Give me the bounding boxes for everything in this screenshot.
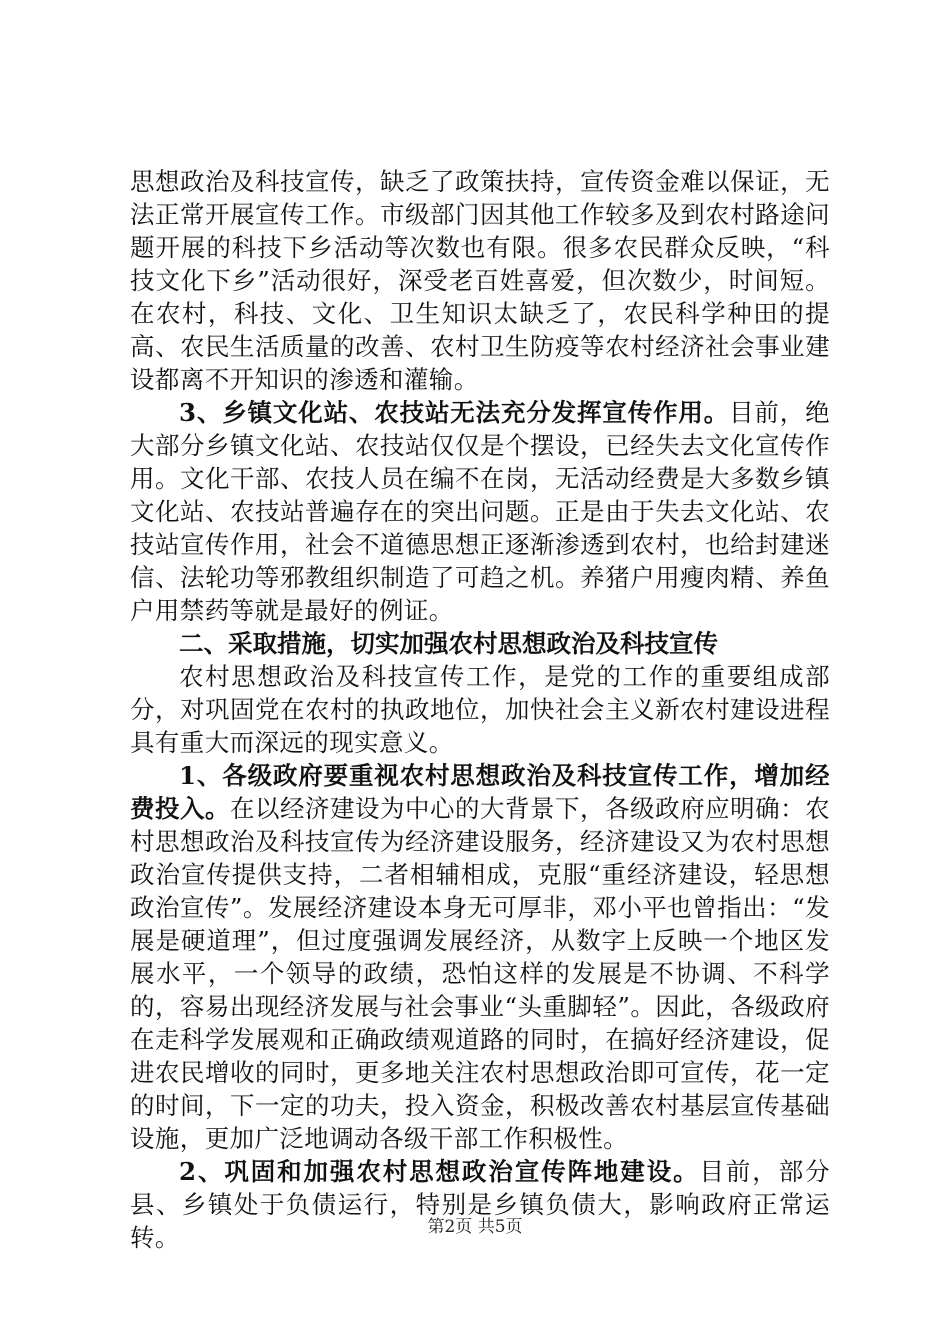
- paragraph-text: 目前，绝大部分乡镇文化站、农技站仅仅是个摆设，已经失去文化宣传作用。文化干部、农技人员在编不在岗，无活动经费是大多数乡镇文化站、农技站普遍存在的突出问题。正是由于失去文化站、农技站宣传作用，社会不道德思想正逐渐渗透到农村，也给封建迷信、法轮功等邪教组织制造了可趋之机。养猪户用瘦肉精、养鱼户用禁药等就是最好的例证。: [130, 398, 830, 625]
- paragraph-intro: [130, 660, 830, 759]
- paragraph-text: 农村思想政治及科技宣传工作，是党的工作的重要组成部分，对巩固党在农村的执政地位，加快社会主义新农村建设进程具有重大而深远的现实意义。: [130, 662, 830, 757]
- page-number-footer: 第2页 共5页: [427, 1217, 523, 1237]
- paragraph-text: 思想政治及科技宣传，缺乏了政策扶持，宣传资金难以保证，无法正常开展宣传工作。市级部门因其他工作较多及到农村路途问题开展的科技下乡活动等次数也有限。很多农民群众反映，“科技文化下乡”活动很好，深受老百姓喜爱，但次数少，时间短。在农村，科技、文化、卫生知识太缺乏了，农民科学种田的提高、农民生活质量的改善、农村卫生防疫等农村经济社会事业建设都离不开知识的渗透和灌输。: [130, 167, 830, 394]
- paragraph-item-3: [130, 396, 830, 627]
- paragraph-item-1: [130, 759, 830, 1155]
- paragraph-lead: 2、巩固和加强农村思想政治宣传阵地建设。: [179, 1157, 700, 1186]
- section-heading: 二、采取措施，切实加强农村思想政治及科技宣传: [179, 629, 718, 658]
- paragraph-lead: 1、各级政府要重视农村思想政治及科技宣传工作，增加经费投入。: [130, 761, 830, 823]
- paragraph-item-2: [130, 1155, 830, 1254]
- paragraph-lead: 3、乡镇文化站、农技站无法充分发挥宣传作用。: [179, 398, 730, 427]
- document-body: [130, 165, 830, 1254]
- paragraph-continued: [130, 165, 830, 396]
- paragraph-text: 目前，部分县、乡镇处于负债运行，特别是乡镇负债大，影响政府正常运转。: [130, 1157, 831, 1252]
- paragraph-text: 在以经济建设为中心的大背景下，各级政府应明确：农村思想政治及科技宣传为经济建设服务，经济建设又为农村思想政治宣传提供支持，二者相辅相成，克服“重经济建设，轻思想政治宣传”。发展经济建设本身无可厚非，邓小平也曾指出：“发展是硬道理”，但过度强调发展经济，从数字上反映一个地区发展水平，一个领导的政绩，恐怕这样的发展是不协调、不科学的，容易出现经济发展与社会事业“头重脚轻”。因此，各级政府在走科学发展观和正确政绩观道路的同时，在搞好经济建设，促进农民增收的同时，更多地关注农村思想政治即可宣传，花一定的时间，下一定的功夫，投入资金，积极改善农村基层宣传基础设施，更加广泛地调动各级干部工作积极性。: [130, 794, 830, 1153]
